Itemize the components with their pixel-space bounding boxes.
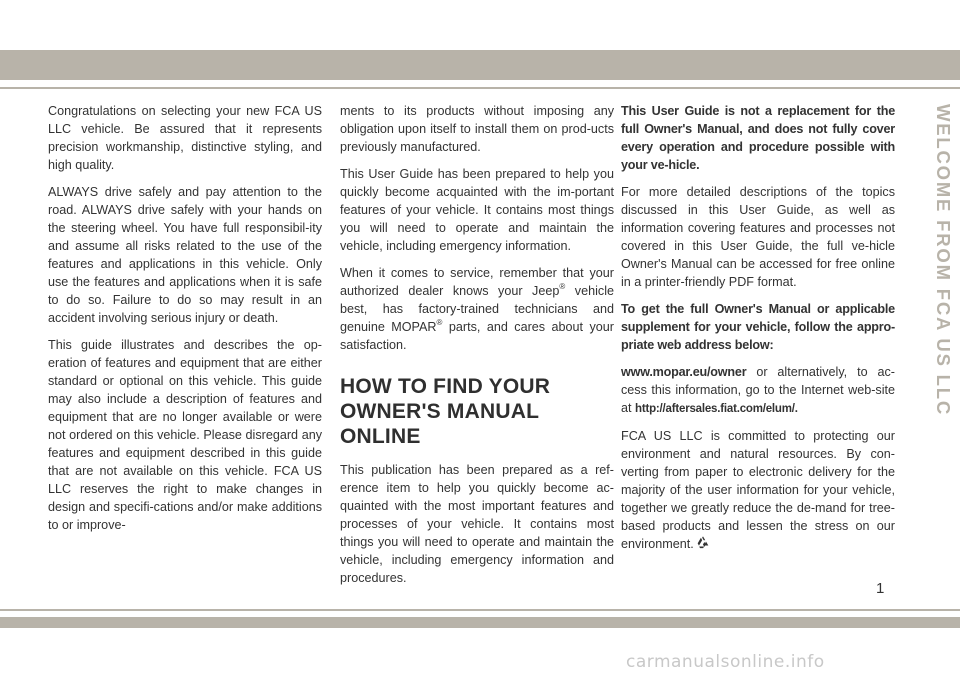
chapter-side-title: WELCOME FROM FCA US LLC (933, 104, 954, 417)
registered-mark: ® (436, 318, 443, 327)
details-paragraph: For more detailed descriptions of the topics discussed in this User Guide, as well as information covering features and processes not covered in this User Guide, the full ve-hicle Owner's Manual can be accessed for free online in a printer-friendly PDF format. (621, 185, 895, 289)
mopar-url-link[interactable]: www.mopar.eu/owner (621, 365, 747, 379)
column-3 (621, 102, 895, 562)
header-band (0, 50, 960, 80)
environment-paragraph: FCA US LLC is committed to protecting our environment and natural resources. By con-verting from paper to electronic delivery for the majority of the user information for your vehicle, together we greatly reduce the de-mand for tree-based products and lessen the stress on our environment. (621, 429, 895, 551)
header-rule (0, 87, 960, 89)
instructions-paragraph: To get the full Owner's Manual or applicable supplement for your vehicle, follow the appro-priate web address below: (621, 302, 895, 352)
footer-rule (0, 609, 960, 611)
section-heading: HOW TO FIND YOUR OWNER'S MANUAL ONLINE (340, 375, 551, 448)
publication-paragraph: This publication has been prepared as a ref-erence item to help you quickly become ac-quainted with the most important features and processes of your vehicle. It contains most things you will need to operate and maintain the vehicle, including emergency information and procedures. (340, 463, 614, 585)
aftersales-url-link[interactable]: http://aftersales.fiat.com/elum/. (635, 403, 798, 415)
disclaimer-paragraph: This User Guide is not a replacement for the full Owner's Manual, and does not fully cover every operation and procedure possible with your ve-hicle. (621, 104, 895, 172)
service-paragraph: When it comes to service, remember that your authorized dealer knows your Jeep® vehicle best, has factory-trained technicians and genuine MOPAR® parts, and cares about your satisfaction. (340, 266, 614, 352)
registered-mark: ® (559, 282, 566, 291)
safety-paragraph: ALWAYS drive safely and pay attention to the road. ALWAYS drive safely with your hands on the steering wheel. You have full responsibil-ity and assume all risks related to the use of the features and applications in this vehicle. Only use the features and applications when it is safe to do so. Failure to do so may result in an accident involving serious injury or death. (48, 185, 322, 325)
watermark: carmanualsonline.info (626, 652, 825, 672)
page-number: 1 (876, 580, 885, 597)
guide-scope-paragraph: This guide illustrates and describes the op-eration of features and equipment that are either standard or optional on this vehicle. This guide may also include a description of features and equipment that are no longer available or were not ordered on this vehicle. Please disregard any features and equipment described in this guide that are not available on this vehicle. FCA US LLC reserves the right to make changes in design and specifi-cations and/or make additions to or improve- (48, 338, 322, 532)
user-guide-paragraph: This User Guide has been prepared to help you quickly become acquainted with the im-portant features of your vehicle. It contains most things you will need to operate and maintain the vehicle, including emergency information. (340, 167, 614, 253)
intro-paragraph: Congratulations on selecting your new FCA US LLC vehicle. Be assured that it represents precision workmanship, distinctive styling, and high quality. (48, 104, 322, 172)
column-2 (340, 102, 614, 596)
web-address-paragraph: www.mopar.eu/owner or alternatively, to ac-cess this information, go to the Internet web-site at http://aftersales.fiat.com/elum/. (621, 365, 895, 415)
continuation-paragraph: ments to its products without imposing any obligation upon itself to install them on prod-ucts previously manufactured. (340, 104, 614, 154)
footer-band (0, 617, 960, 628)
recycle-icon (696, 535, 710, 549)
column-1 (48, 102, 322, 543)
